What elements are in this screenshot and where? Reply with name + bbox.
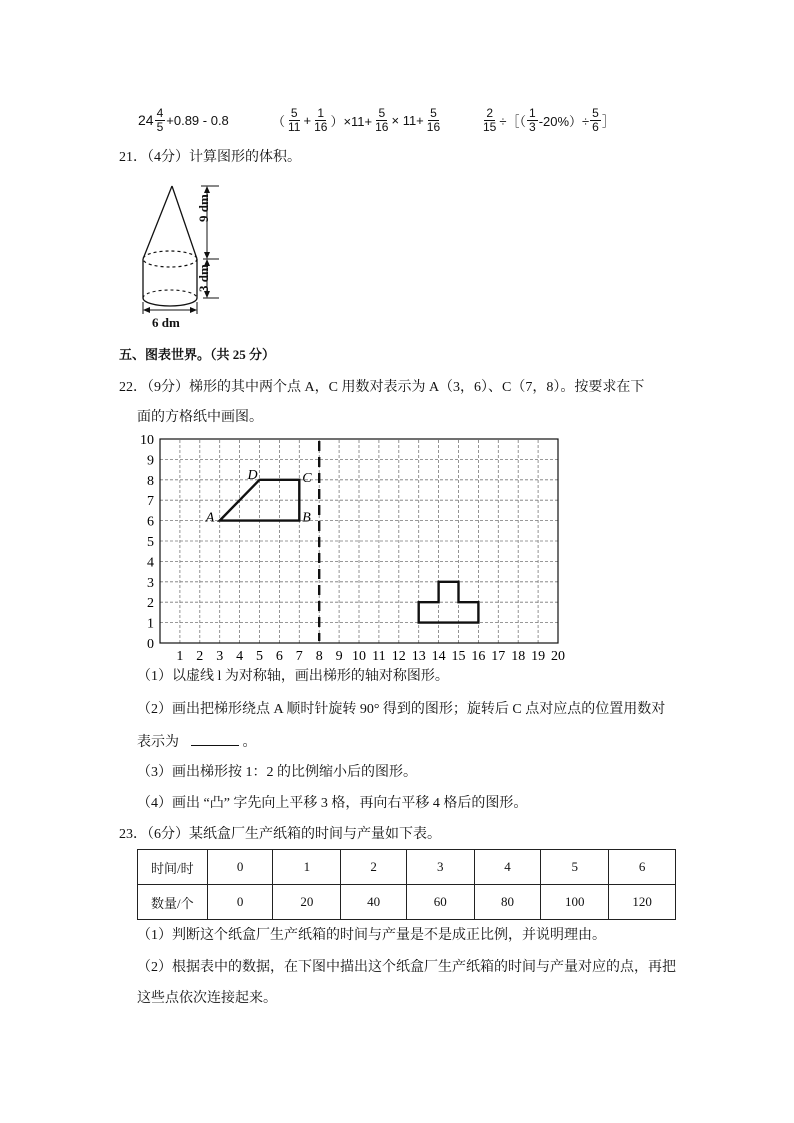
q23-sub1: （1）判断这个纸盒厂生产纸箱的时间与产量是不是成正比例，并说明理由。 [137,928,606,943]
y-tick-label: 1 [147,616,154,632]
q23-sub2b: 这些点依次连接起来。 [137,991,277,1006]
x-tick-label: 20 [551,649,565,664]
point-label-d: D [247,467,258,483]
expr-3: $\frac{2}{15}$ ÷［（ $\frac{1}{3}$ -20%）÷ $\frac{5}{6}$ ］ [483,105,615,134]
x-tick-label: 18 [511,649,526,664]
y-tick-label: 0 [147,637,154,652]
x-tick-label: 3 [216,649,224,664]
q22-sub3: （3）画出梯形按 1：2 的比例缩小后的图形。 [137,765,417,780]
x-tick-label: 5 [256,649,263,664]
question-21: 21．（4分）计算图形的体积。 [119,150,301,165]
y-tick-label: 8 [147,473,154,489]
x-tick-label: 17 [491,649,506,664]
q22-sub2a: （2）画出把梯形绕点 A 顺时针旋转 90° 得到的图形；旋转后 C 点对应点的位置用数对 [137,702,666,717]
q22-sub1: （1）以虚线 l 为对称轴，画出梯形的轴对称图形。 [137,669,449,684]
x-tick-label: 10 [352,649,366,664]
y-tick-label: 5 [147,535,154,550]
answer-blank[interactable] [191,731,239,746]
x-tick-label: 4 [236,649,244,664]
dim-3dm-label: 3 dm [196,264,211,292]
x-tick-label: 7 [295,649,303,664]
expr-1: 24 $\frac{4}{5}$ +0.89 - 0.8 [138,105,229,134]
x-tick-label: 8 [315,649,323,664]
y-tick-label: 2 [147,596,154,612]
expr-2: （ $\frac{5}{11}$ + $\frac{1}{16}$ ）×11+ $\frac{5}{16}$ × 11+ $\frac{5}{16}$ [272,105,441,134]
fraction: $\frac{4}{5}$ [156,105,164,134]
question-22-line1: 22．（9分）梯形的其中两个点 A，C 用数对表示为 A（3，6）、C（7，8）。按要求在下 [119,380,645,395]
question-22-line2: 面的方格纸中画图。 [137,410,263,425]
x-tick-label: 1 [176,649,184,664]
y-tick-label: 3 [147,575,154,591]
x-tick-label: 16 [471,649,486,664]
table-row: 时间/时 0 1 2 3 4 5 6 [138,850,676,885]
x-tick-label: 11 [372,649,386,664]
x-tick-label: 6 [275,649,283,664]
dim-9dm: 9 dm [196,194,211,222]
point-label-c: C [302,470,312,486]
point-label-b: B [302,510,311,526]
q22-sub4: （4）画出 “凸” 字先向上平移 3 格，再向右平移 4 格后的图形。 [137,796,528,811]
x-tick-label: 19 [531,649,546,664]
x-tick-label: 12 [391,649,406,664]
production-table [137,849,676,920]
x-tick-label: 9 [335,649,343,664]
dim-6dm: 6 dm [152,315,180,330]
y-tick-label: 6 [147,514,154,530]
q22-sub2b: 表示为 。 [137,731,257,753]
question-23: 23．（6分）某纸盒厂生产纸箱的时间与产量如下表。 [119,827,441,842]
y-tick-label: 7 [147,494,154,510]
y-tick-label: 4 [147,555,154,571]
y-tick-label: 10 [140,433,154,448]
q23-sub2a: （2）根据表中的数据，在下图中描出这个纸盒厂生产纸箱的时间与产量对应的点，再把 [137,960,676,975]
section-5-heading: 五、图表世界。（共 25 分） [119,347,276,362]
x-tick-label: 15 [451,649,466,664]
point-label-a: A [205,510,215,526]
table-row: 数量/个 0 20 40 60 80 100 120 [138,885,676,920]
y-tick-label: 9 [147,453,154,469]
x-tick-label: 13 [411,649,426,664]
x-tick-label: 14 [431,649,446,664]
tu-shape [419,582,479,623]
x-tick-label: 2 [196,649,204,664]
